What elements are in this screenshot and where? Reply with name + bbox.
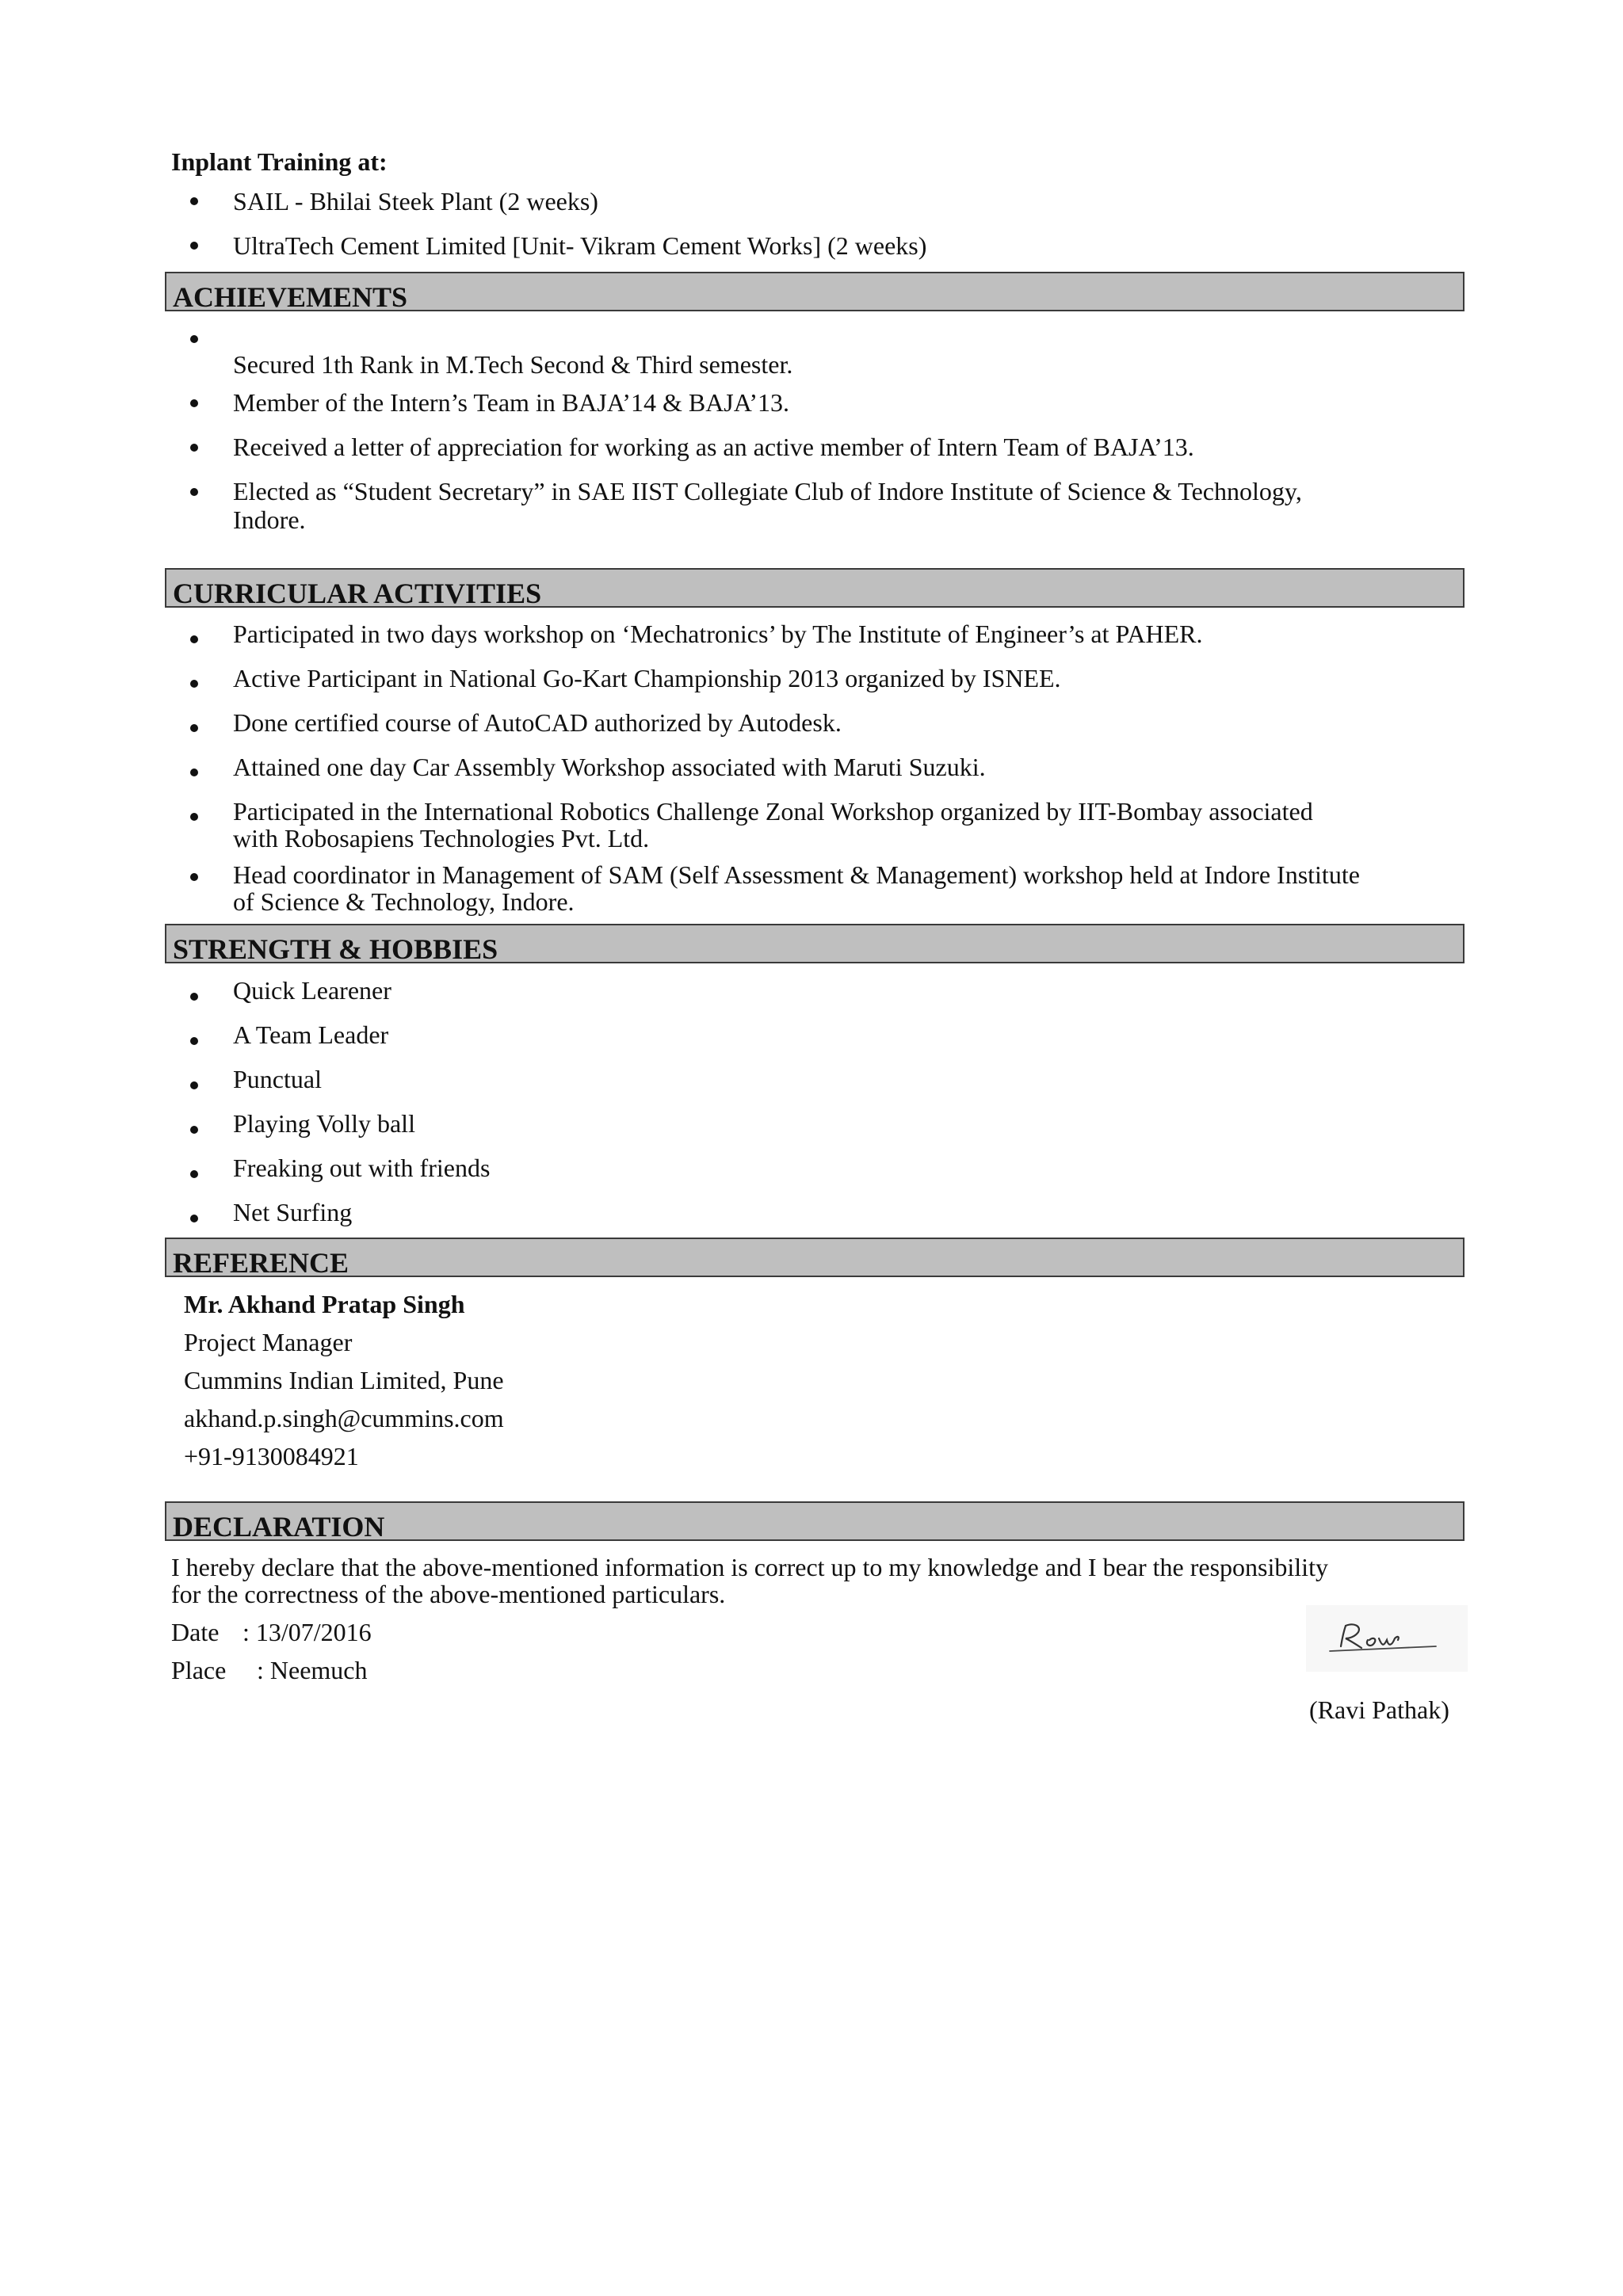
section-title: DECLARATION — [173, 1511, 385, 1543]
strength-item: Punctual — [233, 1065, 322, 1093]
achievement-item: Member of the Intern’s Team in BAJA’14 & BAJA’13. — [233, 388, 789, 417]
reference-company: Cummins Indian Limited, Pune — [184, 1366, 504, 1394]
curricular-section-header — [165, 568, 1465, 608]
bullet-icon — [190, 1170, 198, 1178]
signature-image — [1306, 1605, 1468, 1672]
strength-item: Freaking out with friends — [233, 1154, 491, 1182]
bullet-icon — [190, 488, 198, 496]
achievement-item: Secured 1th Rank in M.Tech Second & Third semester. — [233, 350, 793, 379]
place-label: Place — [171, 1656, 227, 1684]
bullet-icon — [190, 1081, 198, 1089]
bullet-icon — [190, 993, 198, 1001]
bullet-icon — [190, 769, 198, 776]
reference-email: akhand.p.singh@cummins.com — [184, 1404, 504, 1432]
bullet-icon — [190, 635, 198, 643]
bullet-icon — [190, 1126, 198, 1134]
date-label: Date — [171, 1618, 220, 1646]
bullet-icon — [190, 1215, 198, 1222]
declaration-section-header — [165, 1501, 1465, 1541]
achievement-item: Received a letter of appreciation for working as an active member of Intern Team of BAJA’13. — [233, 433, 1194, 461]
reference-name: Mr. Akhand Pratap Singh — [184, 1290, 465, 1318]
bullet-icon — [190, 813, 198, 821]
strength-item: A Team Leader — [233, 1020, 389, 1049]
curricular-item-continued: with Robosapiens Technologies Pvt. Ltd. — [233, 824, 650, 852]
bullet-icon — [190, 724, 198, 732]
bullet-icon — [190, 680, 198, 688]
date-value: : 13/07/2016 — [242, 1618, 372, 1646]
inplant-heading: Inplant Training at: — [171, 147, 388, 176]
bullet-icon — [190, 197, 198, 205]
section-title: REFERENCE — [173, 1247, 349, 1279]
strength-item: Playing Volly ball — [233, 1109, 415, 1138]
reference-section-header — [165, 1238, 1465, 1277]
inplant-item: UltraTech Cement Limited [Unit- Vikram Cement Works] (2 weeks) — [233, 231, 927, 260]
bullet-icon — [190, 335, 198, 343]
achievement-item: Elected as “Student Secretary” in SAE IIST Collegiate Club of Indore Institute of Science & Technology, — [233, 477, 1302, 505]
strength-item: Net Surfing — [233, 1198, 353, 1226]
bullet-icon — [190, 1037, 198, 1045]
curricular-item: Attained one day Car Assembly Workshop associated with Maruti Suzuki. — [233, 753, 986, 781]
declaration-text-continued: for the correctness of the above-mentioned particulars. — [171, 1580, 726, 1608]
reference-phone: +91-9130084921 — [184, 1442, 359, 1470]
achievement-item-continued: Indore. — [233, 505, 306, 534]
signature-icon — [1306, 1605, 1468, 1672]
section-title: STRENGTH & HOBBIES — [173, 933, 498, 965]
strength-item: Quick Learener — [233, 976, 391, 1005]
section-title: CURRICULAR ACTIVITIES — [173, 578, 542, 609]
curricular-item-continued: of Science & Technology, Indore. — [233, 887, 575, 916]
declaration-text: I hereby declare that the above-mentioned information is correct up to my knowledge and I bear the responsibility — [171, 1553, 1328, 1581]
bullet-icon — [190, 242, 198, 250]
section-title: ACHIEVEMENTS — [173, 281, 408, 313]
strength-section-header — [165, 924, 1465, 963]
place-value: : Neemuch — [257, 1656, 368, 1684]
curricular-item: Participated in two days workshop on ‘Mechatronics’ by The Institute of Engineer’s at PAHER. — [233, 620, 1203, 648]
curricular-item: Active Participant in National Go-Kart Championship 2013 organized by ISNEE. — [233, 664, 1061, 692]
achievements-section-header — [165, 272, 1465, 311]
signatory-name: (Ravi Pathak) — [1309, 1695, 1449, 1724]
curricular-item: Done certified course of AutoCAD authorized by Autodesk. — [233, 708, 842, 737]
curricular-item: Participated in the International Robotics Challenge Zonal Workshop organized by IIT-Bombay associated — [233, 797, 1313, 826]
bullet-icon — [190, 444, 198, 452]
bullet-icon — [190, 873, 198, 881]
curricular-item: Head coordinator in Management of SAM (Self Assessment & Management) workshop held at Indore Institute — [233, 860, 1360, 889]
inplant-item: SAIL - Bhilai Steek Plant (2 weeks) — [233, 187, 598, 215]
bullet-icon — [190, 399, 198, 407]
reference-role: Project Manager — [184, 1328, 353, 1356]
